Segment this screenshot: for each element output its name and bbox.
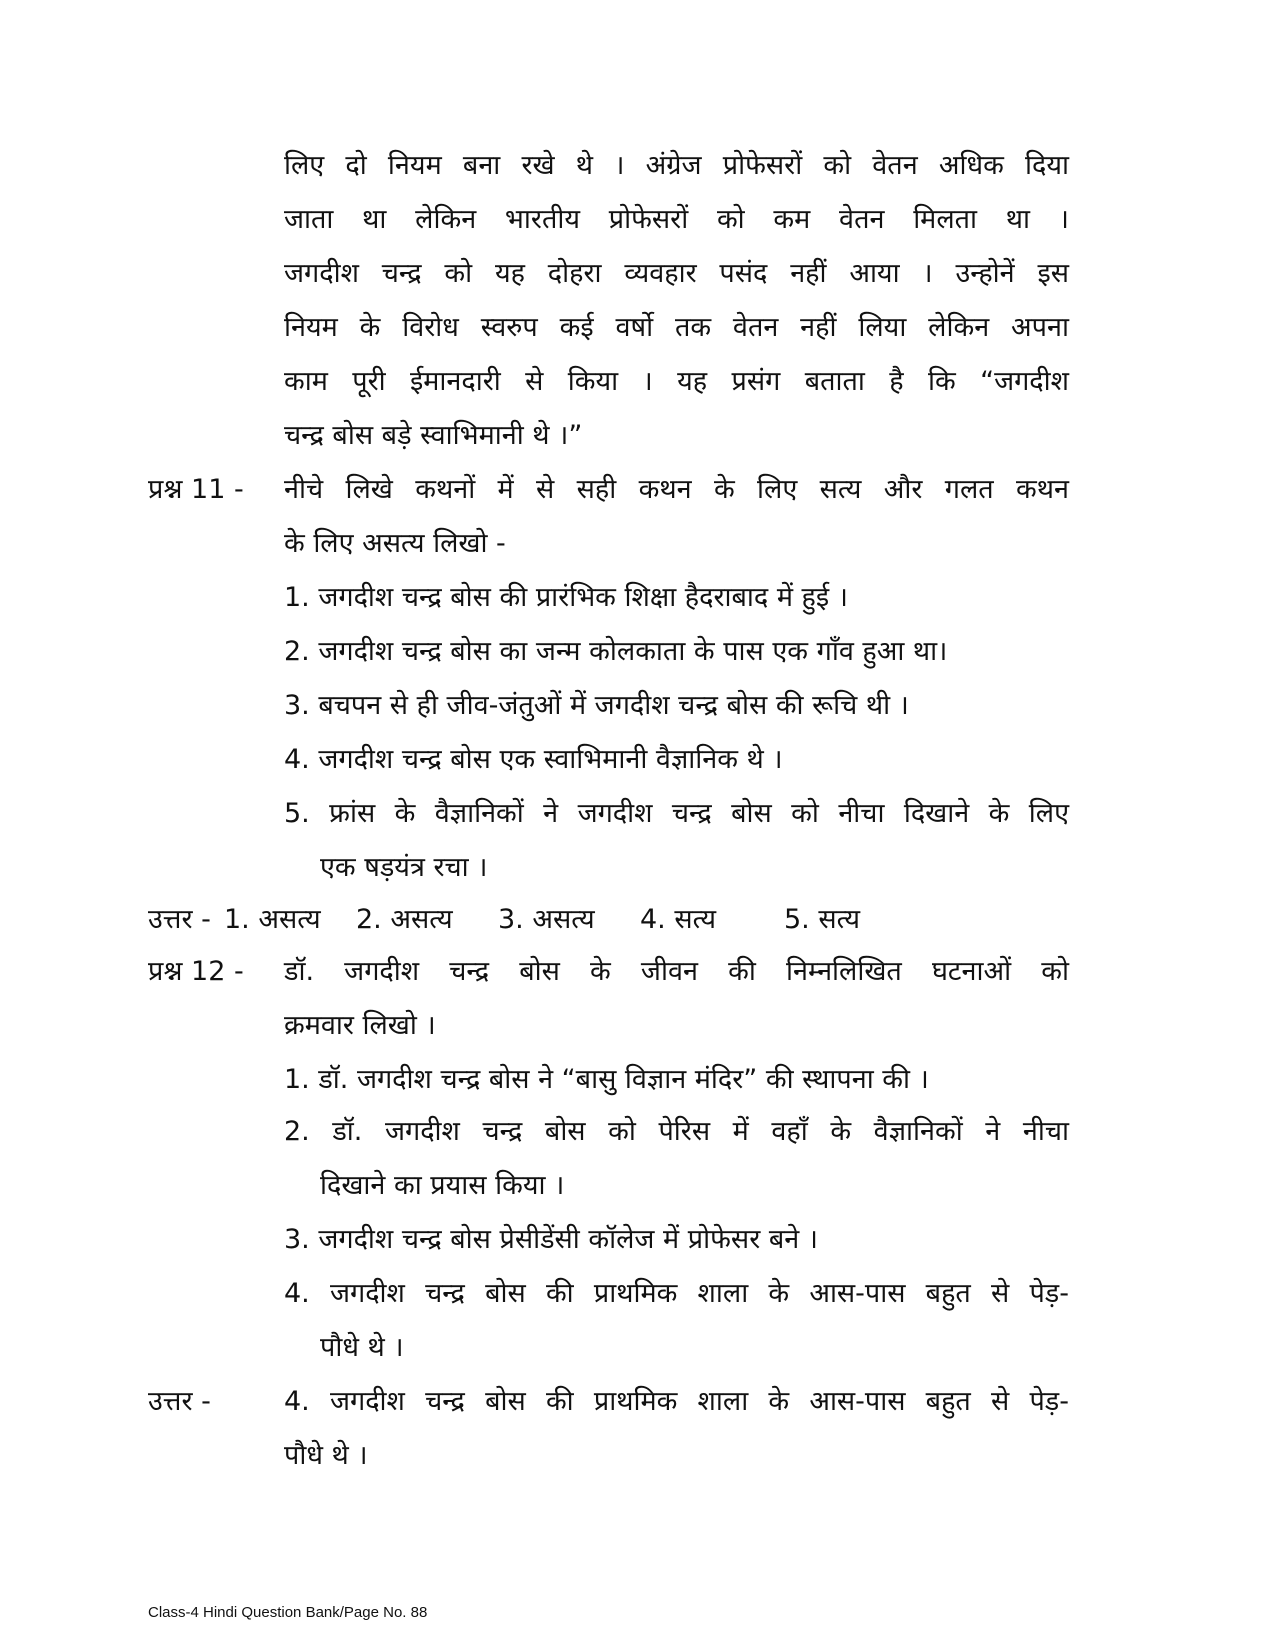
intro-line: चन्द्र बोस बड़े स्वाभिमानी थे ।” [284,420,583,451]
statement-item: 5. फ्रांस के वैज्ञानिकों ने जगदीश चन्द्र बोस को नीचा दिखाने के लिए [284,798,1069,829]
question-11-text: नीचे लिखे कथनों में से सही कथन के लिए सत्य और गलत कथन [284,474,1069,505]
intro-line: काम पूरी ईमानदारी से किया । यह प्रसंग बताता है कि “जगदीश [284,366,1069,397]
event-item: 2. डॉ. जगदीश चन्द्र बोस को पेरिस में वहाँ के वैज्ञानिकों ने नीचा [284,1116,1069,1147]
question-12-label: प्रश्न 12 - [148,956,244,987]
answer-12-text-cont: पौधे थे । [284,1440,368,1471]
answer-item: 1. असत्य [224,904,321,935]
statement-item: 3. बचपन से ही जीव-जंतुओं में जगदीश चन्द्र बोस की रूचि थी । [284,690,909,721]
intro-line: जगदीश चन्द्र को यह दोहरा व्यवहार पसंद नहीं आया । उन्होनें इस [284,258,1069,289]
statement-item: 1. जगदीश चन्द्र बोस की प्रारंभिक शिक्षा हैदराबाद में हुई । [284,582,848,613]
question-11-text-cont: के लिए असत्य लिखो - [284,528,506,559]
question-12-text: डॉ. जगदीश चन्द्र बोस के जीवन की निम्नलिखित घटनाओं को [284,956,1069,987]
question-12 [0,944,1275,1000]
statement-item: 2. जगदीश चन्द्र बोस का जन्म कोलकाता के पास एक गाँव हुआ था। [284,636,948,667]
answer-item: 5. सत्य [784,904,861,935]
event-item: 1. डॉ. जगदीश चन्द्र बोस ने “बासु विज्ञान मंदिर” की स्थापना की । [284,1064,929,1095]
question-11 [0,462,1275,518]
question-12-text-cont: क्रमवार लिखो । [284,1010,436,1041]
answer-item: 3. असत्य [498,904,595,935]
page-footer: Class-4 Hindi Question Bank/Page No. 88 [148,1604,428,1621]
answer-item: 2. असत्य [356,904,453,935]
statement-item-cont: एक षड़यंत्र रचा । [320,852,488,883]
event-item: 3. जगदीश चन्द्र बोस प्रेसीडेंसी कॉलेज में प्रोफेसर बने । [284,1224,819,1255]
answer-11 [0,892,1275,948]
intro-line: जाता था लेकिन भारतीय प्रोफेसरों को कम वेतन मिलता था । [284,204,1069,235]
answer-12-text: 4. जगदीश चन्द्र बोस की प्राथमिक शाला के आस-पास बहुत से पेड़- [284,1386,1069,1417]
event-item: 4. जगदीश चन्द्र बोस की प्राथमिक शाला के आस-पास बहुत से पेड़- [284,1278,1069,1309]
intro-line: नियम के विरोध स्वरुप कई वर्षो तक वेतन नहीं लिया लेकिन अपना [284,312,1069,343]
answer-11-label: उत्तर - [148,904,211,935]
event-item-cont: पौधे थे । [320,1332,404,1363]
answer-12-label: उत्तर - [148,1386,211,1417]
question-11-label: प्रश्न 11 - [148,474,244,505]
answer-12 [0,1374,1275,1430]
event-item-cont: दिखाने का प्रयास किया । [320,1170,565,1201]
statement-item: 4. जगदीश चन्द्र बोस एक स्वाभिमानी वैज्ञानिक थे । [284,744,783,775]
intro-line: लिए दो नियम बना रखे थे । अंग्रेज प्रोफेसरों को वेतन अधिक दिया [284,150,1069,181]
answer-item: 4. सत्य [640,904,717,935]
